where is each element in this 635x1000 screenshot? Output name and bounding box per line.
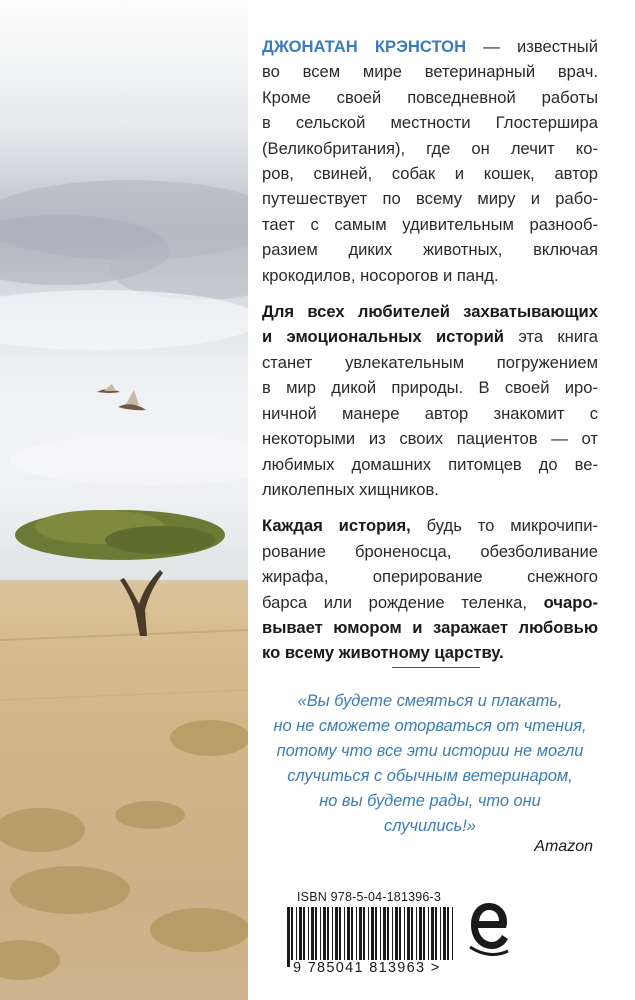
- text-line: жирафа, оперирование снежного: [262, 567, 598, 587]
- bio-line: во всем мире ветеринарный врач.: [262, 62, 598, 82]
- barcode-bar: [423, 907, 425, 961]
- bio-line: крокодилов, носорогов и панд.: [262, 265, 499, 285]
- barcode-bar: [440, 907, 441, 961]
- author-bio-paragraph: ДЖОНАТАН КРЭНСТОН — известный во всем мире ветеринарный врач. Кроме своей повседневной работы в сельской местности Глостершира (Великобритания), где он лечит ко- ров, свиней, собак и кошек, автор путешествует по всему миру и рабо- тает с самым удивительным разнооб- разием диких животных, включая крокодилов, носорогов и панд.: [262, 34, 598, 288]
- bio-line: в сельской местности Глостершира: [262, 113, 598, 133]
- barcode-bar: [363, 907, 365, 961]
- text-line: в мир дикой природы. В своей иро-: [262, 378, 598, 398]
- barcode-bar: [452, 907, 453, 967]
- bio-line: разием диких животных, включая: [262, 240, 598, 260]
- quote-source: Amazon: [534, 838, 593, 855]
- barcode-bar: [419, 907, 422, 961]
- barcode-bar: [392, 907, 393, 961]
- review-quote: [262, 689, 598, 839]
- bold-line: вывает юмором и заражает любовью: [262, 617, 598, 637]
- bio-line: (Великобритания), где он лечит ко-: [262, 138, 598, 158]
- barcode-bar: [287, 907, 290, 967]
- quote-line: но не сможете оторваться от чтения,: [273, 717, 587, 735]
- summary-paragraph: Каждая история, будь то микрочипи- рование броненосца, обезболивание жирафа, оперирование снежного барса или рождение теленка, очаро- вывает юмором и заражает любовью ко всему животному царству.: [262, 513, 598, 665]
- barcode-bar: [323, 907, 326, 961]
- bio-line: ров, свиней, собак и кошек, автор: [262, 164, 598, 184]
- barcode-bar: [380, 907, 381, 961]
- barcode-digits: 9 785041 813963 >: [291, 960, 473, 976]
- text-line: рование броненосца, обезболивание: [262, 541, 598, 561]
- barcode-bar: [332, 907, 333, 961]
- barcode-bar: [371, 907, 374, 961]
- barcode-bar: [315, 907, 317, 961]
- barcode-bar: [303, 907, 305, 961]
- section-divider: [392, 667, 480, 668]
- isbn-label: ISBN 978-5-04-181396-3: [297, 890, 442, 904]
- quote-line: случиться с обычным ветеринаром,: [287, 767, 573, 785]
- barcode-bar: [308, 907, 309, 961]
- text-line: любимых домашних питомцев до ве-: [262, 454, 598, 474]
- barcode-bar: [335, 907, 338, 961]
- barcode-bar: [387, 907, 389, 961]
- barcode-bar: [383, 907, 386, 961]
- barcode-bar: [299, 907, 302, 961]
- text-line: ликолепных хищников.: [262, 479, 439, 499]
- barcode-bar: [356, 907, 357, 961]
- quote-line: но вы будете рады, что они: [319, 792, 541, 810]
- barcode-bar: [407, 907, 410, 961]
- barcode-bar: [428, 907, 429, 961]
- eksmo-logo-icon: [468, 897, 510, 957]
- barcode-bar: [368, 907, 369, 961]
- barcode-bar: [296, 907, 297, 961]
- audience-paragraph: Для всех любителей захватывающих и эмоциональных историй эта книга станет увлекательным погружением в мир дикой природы. В своей иро- ничной манере автор знакомит с некоторыми из своих пациентов — от любимых домашних питомцев до ве- ликолепных хищников.: [262, 299, 598, 502]
- barcode-bar: [447, 907, 449, 967]
- text-line: станет увлекательным погружением: [262, 352, 598, 372]
- barcode-bar: [327, 907, 329, 961]
- bio-line: путешествует по всему миру и рабо-: [262, 189, 598, 209]
- barcode-bar: [344, 907, 345, 961]
- barcode-bar: [339, 907, 341, 961]
- cover-photo-savanna: [0, 0, 248, 1000]
- quote-line: «Вы будете смеяться и плакать,: [297, 692, 563, 710]
- barcode-bar: [404, 907, 405, 961]
- text-line: некоторыми из своих пациентов — от: [262, 429, 598, 449]
- bold-line: ко всему животному царству.: [262, 643, 504, 663]
- barcode-bar: [435, 907, 437, 961]
- barcode-bar: [320, 907, 321, 961]
- quote-line: случились!»: [384, 817, 476, 835]
- barcode-bar: [291, 907, 293, 967]
- barcode-bar: [351, 907, 353, 961]
- author-name: ДЖОНАТАН КРЭНСТОН: [262, 37, 467, 56]
- text-line: ничной манере автор знакомит с: [262, 403, 598, 423]
- bio-line: Кроме своей повседневной работы: [262, 87, 598, 107]
- barcode-bar: [399, 907, 401, 961]
- barcode-bar: [311, 907, 314, 961]
- barcode-bar: [359, 907, 362, 961]
- quote-line: потому что все эти истории не могли: [276, 742, 584, 760]
- bio-line: тает с самым удивительным разнооб-: [262, 214, 598, 234]
- barcode-bar: [411, 907, 413, 961]
- back-cover-text: [262, 34, 598, 677]
- barcode-bar: [395, 907, 398, 961]
- barcode-bar: [416, 907, 417, 961]
- barcode-bar: [347, 907, 350, 961]
- barcode-bar: [443, 907, 446, 961]
- bold-line: Для всех любителей захватывающих: [262, 302, 598, 322]
- flying-birds: [97, 384, 146, 410]
- barcode-bar: [375, 907, 377, 961]
- barcode-bar: [431, 907, 434, 961]
